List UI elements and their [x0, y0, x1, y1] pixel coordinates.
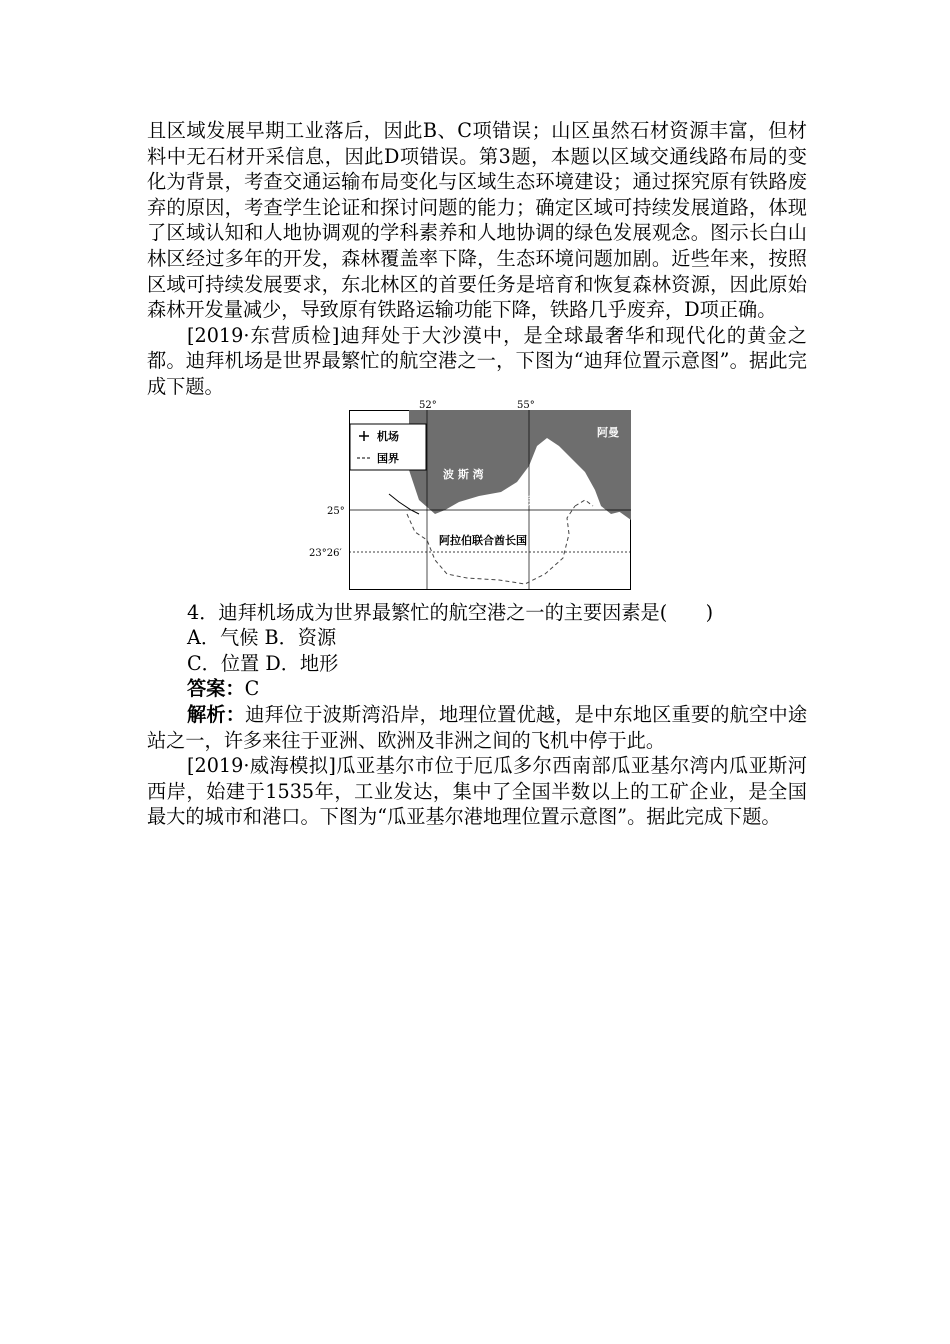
answer-line — [147, 676, 807, 702]
answer-value: C — [244, 677, 260, 701]
document-page — [147, 118, 807, 830]
guayaquil-intro-paragraph: [2019·威海模拟]瓜亚基尔市位于厄瓜多尔西南部瓜亚基尔湾内瓜亚斯河西岸，始建于1535年，工业发达，集中了全国半数以上的工矿企业，是全国最大的城市和港口。下图为“瓜亚基尔港地理位置示意图”。据此完成下题。 — [147, 754, 807, 829]
oman-label: 阿曼 — [597, 425, 619, 439]
explanation-paragraph: 且区域发展早期工业落后，因此B、C项错误；山区虽然石材资源丰富，但材料中无石材开采信息，因此D项错误。第3题，本题以区域交通线路布局的变化为背景，考查交通运输布局变化与区域生态环境建设；通过探究原有铁路废弃的原因，考查学生论证和探讨问题的能力；确定区域可持续发展道路，体现了区域认知和人地协调观的学科素养和人地协调的绿色发展观念。图示长白山林区经过多年的开发，森林覆盖率下降，生态环境问题加剧。近些年来，按照区域可持续发展要求，东北林区的首要任务是培育和恢复森林资源，因此原始森林开发量减少，导致原有铁路运输功能下降，铁路几乎废弃，D项正确。 — [147, 119, 807, 322]
question-4: 4．迪拜机场成为世界最繁忙的航空港之一的主要因素是( ) — [187, 600, 714, 624]
dubai-label: 迪拜 — [517, 493, 539, 507]
legend-airport-label: 机场 — [377, 429, 399, 443]
dubai-intro-paragraph: [2019·东营质检]迪拜处于大沙漠中，是全球最奢华和现代化的黄金之都。迪拜机场是世界最繁忙的航空港之一，下图为“迪拜位置示意图”。据此完成下题。 — [147, 323, 807, 398]
uae-label: 阿拉伯联合酋长国 — [439, 533, 527, 547]
analysis-paragraph — [147, 702, 807, 753]
analysis-label: 解析： — [187, 702, 246, 726]
options-c-d: C．位置 D．地形 — [187, 651, 339, 675]
lat-23-label: 23°26′ — [309, 547, 342, 559]
lat-25-label: 25° — [327, 505, 345, 517]
answer-label: 答案： — [187, 677, 245, 701]
analysis-text: 迪拜位于波斯湾沿岸，地理位置优越，是中东地区重要的航空中途站之一，许多来往于亚洲、欧洲及非洲之间的飞机中停于此。 — [147, 702, 808, 752]
legend-border-label: 国界 — [377, 451, 399, 465]
lon-52-label: 52° — [419, 399, 437, 411]
options-a-b: A．气候 B．资源 — [187, 626, 337, 650]
lon-55-label: 55° — [517, 399, 535, 411]
persian-gulf-label: 波 斯 湾 — [443, 467, 484, 481]
dubai-location-map — [309, 399, 631, 590]
